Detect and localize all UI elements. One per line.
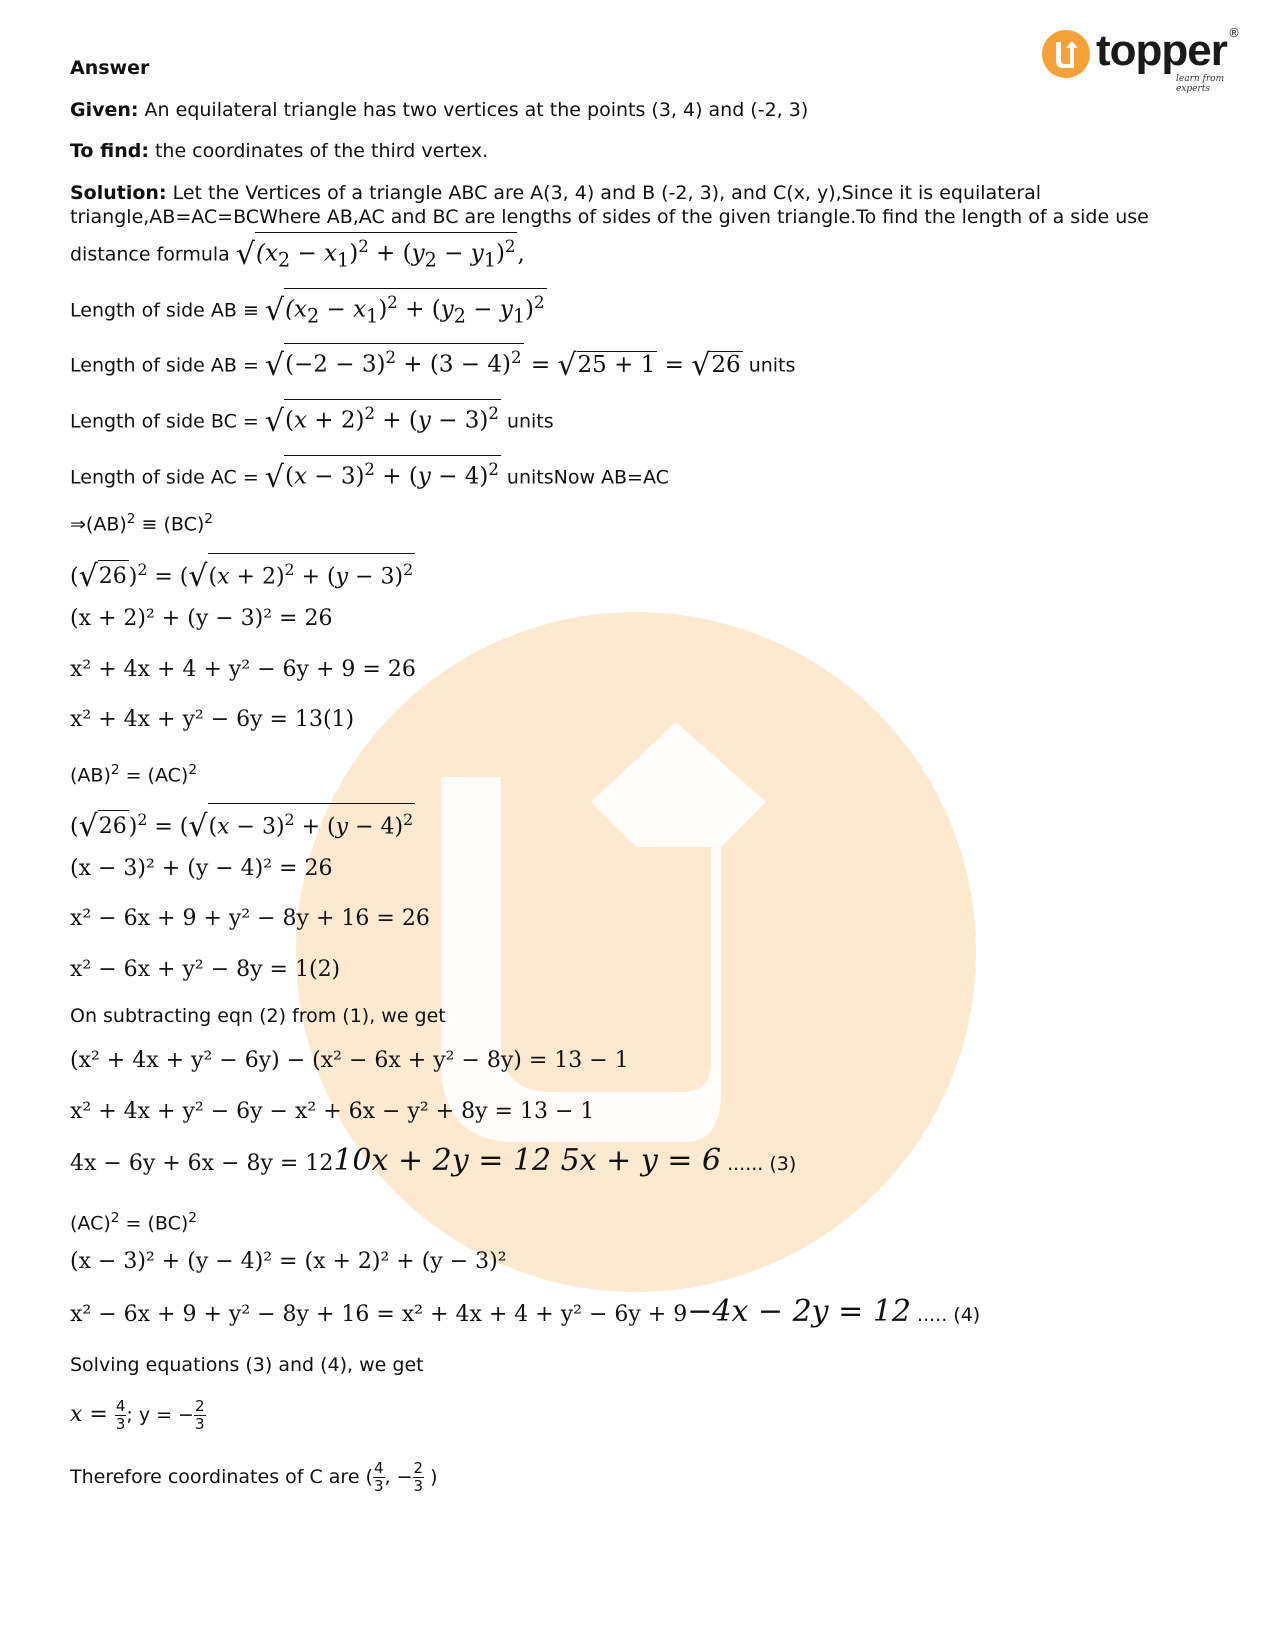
solution-values: [70, 1398, 206, 1433]
y-equals: ; y = −: [126, 1404, 194, 1426]
equation-4-label: ..... (4): [911, 1304, 981, 1326]
c-x-denominator: 3: [373, 1477, 384, 1495]
c-y-denominator: 3: [413, 1477, 424, 1495]
eq2-step-c: x² − 6x + y² − 8y = 1(2): [70, 957, 341, 982]
bc-line: [70, 399, 554, 439]
to-find-label: To find:: [70, 140, 149, 162]
ab-value-math: $√(-2 - 3)^2 + (3 - 4)^2 = √25 + 1 = √26$: [265, 352, 743, 378]
bc-sq-right-2: = (BC): [119, 1212, 189, 1235]
equation-4: −4x − 2y = 12: [687, 1294, 911, 1329]
solution-line-3: [70, 232, 525, 272]
solution-line-1: [70, 181, 1041, 206]
ab-formula-line: [70, 288, 547, 328]
eq1-step-c: x² + 4x + y² − 6y = 13(1): [70, 707, 355, 732]
c-y-fraction: [413, 1460, 425, 1495]
watermark-logo: [296, 612, 976, 1292]
subtract-step-1: (x² + 4x + y² − 6y) − (x² − 6x + y² − 8y) = 13 − 1: [70, 1048, 629, 1073]
logo-registered-mark: ®: [1228, 26, 1240, 40]
ac-math: $√(x - 3)^2 + (y - 4)^2$: [265, 464, 501, 490]
ab-sq-left: ⇒(AB): [70, 513, 127, 536]
logo-u-arrow-icon: [1042, 30, 1090, 78]
to-find-text: the coordinates of the third vertex.: [148, 140, 489, 162]
x-equals: x =: [70, 1402, 115, 1427]
ac-label: Length of side AC =: [70, 466, 265, 489]
given-label: Given:: [70, 99, 139, 121]
c-x-numerator: 4: [373, 1459, 384, 1477]
subtract-step-3a: 4x − 6y + 6x − 8y = 12: [70, 1151, 334, 1176]
bc-sq-right: ≡ (BC): [135, 513, 205, 536]
c-x-fraction: [373, 1460, 385, 1495]
ac-bc-equality: (AC)$^2$ = (BC)$^2$: [70, 1210, 197, 1235]
eq1-step-b: x² + 4x + 4 + y² − 6y + 9 = 26: [70, 657, 416, 682]
bc-units: units: [500, 410, 554, 433]
ac-sq-left: (AC): [70, 1212, 111, 1235]
eq2-step-b: x² − 6x + 9 + y² − 8y + 16 = 26: [70, 906, 430, 931]
solution-line-2: triangle,AB=AC=BCWhere AB,AC and BC are lengths of sides of the given triangle.To find the length of a side use: [70, 206, 1149, 228]
y-numerator: 2: [194, 1397, 205, 1415]
equation-3: 10x + 2y = 12 5x + y = 6: [333, 1143, 722, 1178]
subtract-step-2: x² + 4x + y² − 6y − x² + 6x − y² + 8y = 13 − 1: [70, 1099, 595, 1124]
y-fraction: [194, 1398, 206, 1433]
c-y-numerator: 2: [413, 1459, 424, 1477]
sqrt26-ac-line: $(√26)^2 = (√(x - 3)^2 + (y - 4)^2$: [70, 803, 415, 842]
ab-bc-equality: ⇒(AB)$^2$ ≡ (BC)$^2$: [70, 511, 213, 536]
solution-text-3: distance formula: [70, 243, 236, 266]
solution-text-1: Let the Vertices of a triangle ABC are A(3, 4) and B (-2, 3), and C(x, y),Since it is equilateral: [166, 182, 1042, 204]
eq4-step-b-text: x² − 6x + 9 + y² − 8y + 16 = x² + 4x + 4 + y² − 6y + 9: [70, 1302, 688, 1327]
eq2-step-a: (x − 3)² + (y − 4)² = 26: [70, 856, 333, 881]
ac-sq-right: = (AC): [119, 764, 189, 787]
c-separator: , −: [384, 1466, 413, 1488]
sqrt26-bc-line: $(√26)^2 = (√(x + 2)^2 + (y - 3)^2$: [70, 553, 415, 592]
bc-label: Length of side BC =: [70, 410, 265, 433]
therefore-text: Therefore coordinates of C are (: [70, 1466, 373, 1488]
ab-value-line: [70, 343, 796, 383]
logo-wordmark: topper: [1096, 26, 1227, 75]
y-denominator: 3: [194, 1415, 205, 1433]
ab-sq-left-2: (AB): [70, 764, 111, 787]
ab-label: Length of side AB ≡: [70, 299, 265, 322]
x-fraction: [115, 1398, 127, 1433]
distance-formula: $√(x_2 - x_1)^2 + (y_2 - y_1)^2$,: [236, 241, 525, 267]
logo-circle-icon: [1042, 30, 1090, 78]
solving-text: Solving equations (3) and (4), we get: [70, 1354, 424, 1376]
ab-label-2: Length of side AB =: [70, 354, 265, 377]
ac-units: unitsNow AB=AC: [500, 466, 669, 489]
ac-line: [70, 455, 669, 495]
subtract-step-3: [70, 1143, 797, 1179]
subtract-text: On subtracting eqn (2) from (1), we get: [70, 1005, 446, 1027]
ab-units: units: [742, 354, 796, 377]
bc-math: $√(x + 2)^2 + (y - 3)^2$: [265, 408, 501, 434]
x-denominator: 3: [115, 1415, 126, 1433]
therefore-line: [70, 1460, 438, 1495]
given-text: An equilateral triangle has two vertices at the points (3, 4) and (-2, 3): [138, 99, 809, 121]
eq4-step-b: [70, 1294, 981, 1330]
given-line: [70, 98, 808, 123]
x-numerator: 4: [115, 1397, 126, 1415]
ab-formula: $√(x_2 - x_1)^2 + (y_2 - y_1)^2$: [265, 297, 547, 323]
eq1-step-a: (x + 2)² + (y − 3)² = 26: [70, 606, 333, 631]
equation-3-label: ...... (3): [721, 1153, 797, 1175]
c-close-paren: ): [424, 1466, 438, 1488]
to-find-line: [70, 139, 488, 164]
topper-logo: [1042, 26, 1242, 94]
logo-tagline: learn from experts: [1176, 74, 1225, 94]
solution-label: Solution:: [70, 182, 167, 204]
answer-heading: Answer: [70, 57, 150, 79]
ab-ac-equality: (AB)$^2$ = (AC)$^2$: [70, 762, 198, 787]
eq4-step-a: (x − 3)² + (y − 4)² = (x + 2)² + (y − 3)²: [70, 1249, 507, 1274]
